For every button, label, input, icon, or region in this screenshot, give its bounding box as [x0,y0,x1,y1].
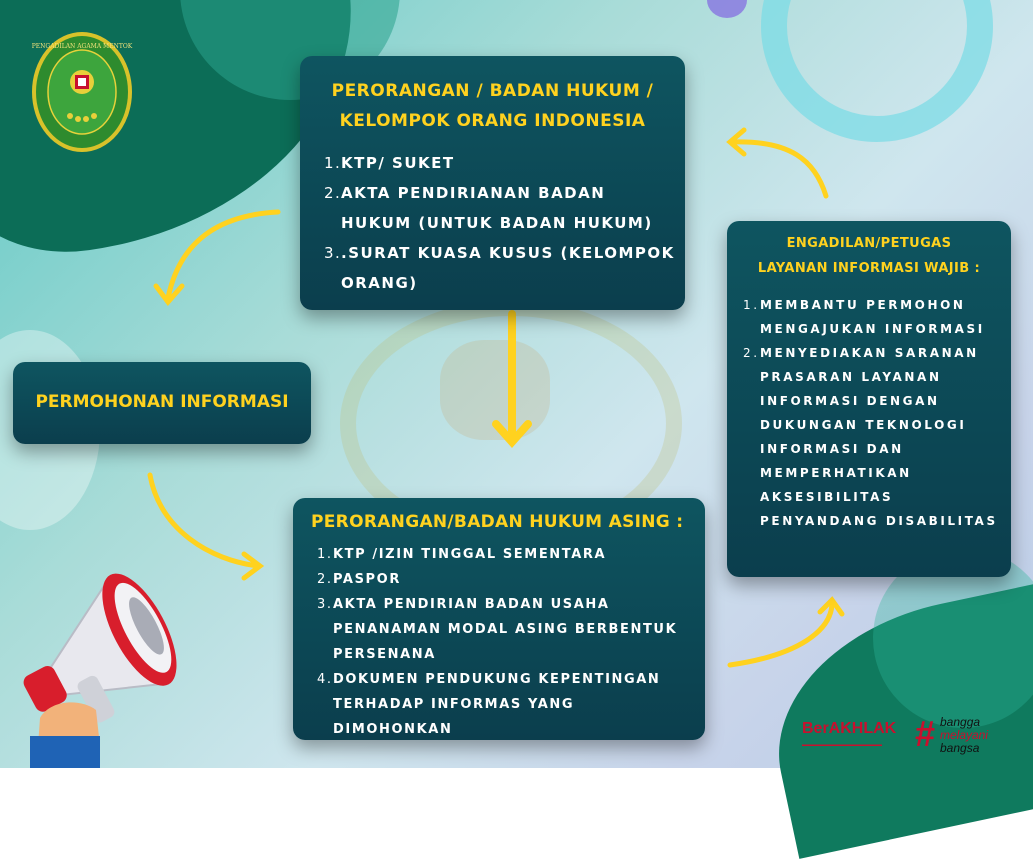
list-item: 4. DOKUMEN PENDUKUNG KEPENTINGAN TERHADAP INFORMAS YANG DIMOHONKAN [317,672,661,737]
list-item: 2. MENYEDIAKAN SARANAN PRASARAN LAYANAN INFORMASI DENGAN DUKUNGAN TEKNOLOGI INFORMASI DAN MEMPERHATIKAN AKSESIBILITAS PENYANDANG DISABILITAS [743,346,998,528]
brand-tag-3: bangsa [940,741,980,755]
court-emblem-logo [30,28,134,152]
list-item: 1. KTP/ SUKET [324,154,455,172]
brand-tag-2: melayani [940,728,989,742]
card-title: PERORANGAN/BADAN HUKUM ASING : [311,512,684,532]
requirements-foreign-card [293,498,705,740]
brand-tag-1: bangga [940,715,981,729]
list-item: 3. AKTA PENDIRIAN BADAN USAHA PENANAMAN MODAL ASING BERBENTUK PERSENANA [317,597,678,662]
brand-wordmark: BerAKHLAK [802,720,897,737]
officer-duties-card [727,221,1011,577]
hashtag-icon: # [915,713,936,754]
brand-subtext: ▬▬▬▬▬▬▬▬▬▬▬▬▬▬▬▬ [802,742,882,748]
list-item: 2. PASPOR [317,572,401,587]
requirements-list [324,148,675,298]
duties-list [743,293,1003,533]
watermark-emblem-center [440,340,550,440]
svg-text:PENGADILAN AGAMA MENTOK: PENGADILAN AGAMA MENTOK [31,43,133,50]
list-item: 1. KTP /IZIN TINGGAL SEMENTARA [317,547,607,562]
card-title: PERMOHONAN INFORMASI [35,392,289,412]
permohonan-informasi-card [13,362,311,444]
list-item: 1. MEMBANTU PERMOHON MENGAJUKAN INFORMASI [743,298,985,336]
list-item: 3. .SURAT KUASA KUSUS (KELOMPOK ORANG) [324,244,675,292]
card-title: ENGADILAN/PETUGAS LAYANAN INFORMASI WAJIB : [757,236,981,276]
berakhlak-brand [800,712,1025,762]
card-title: PERORANGAN / BADAN HUKUM / KELOMPOK ORANG INDONESIA [331,81,654,131]
requirements-indonesia-card [300,56,685,310]
list-item: 2. AKTA PENDIRIANAN BADAN HUKUM (UNTUK BADAN HUKUM) [324,184,653,232]
requirements-list [317,542,697,742]
megaphone-icon [0,540,235,768]
